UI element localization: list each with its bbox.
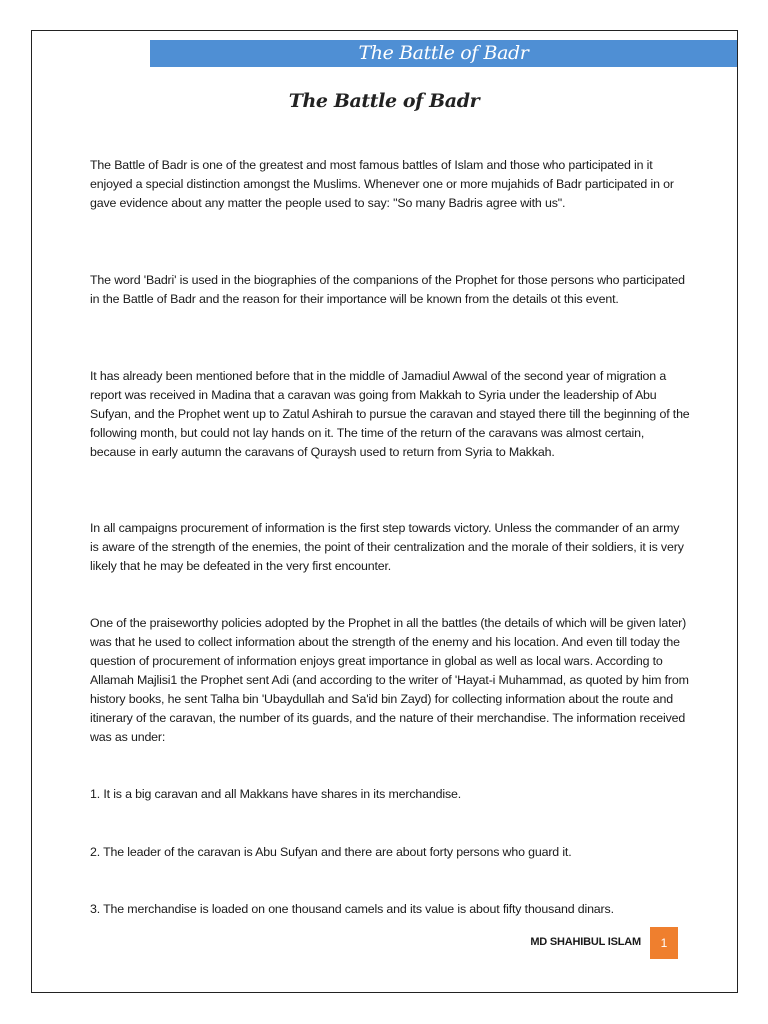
header-band-title: The Battle of Badr — [150, 40, 737, 67]
paragraph-information: In all campaigns procurement of information is the first step towards victory. Unless the commander of an army is aware of the strength of the enemies, the point of their centralization and the morale of their soldiers, it is very likely that he may be defeated in the very first encounter. — [90, 521, 684, 573]
paragraph-intro: The Battle of Badr is one of the greatest and most famous battles of Islam and those who participated in it enjoyed a special distinction amongst the Muslims. Whenever one or more mujahids of Badr participated in or gave evidence about any matter the people used to say: "So many Badris agree with us". — [90, 158, 674, 210]
list-item-3: 3. The merchandise is loaded on one thousand camels and its value is about fifty thousand dinars. — [90, 902, 614, 916]
page-number-badge: 1 — [650, 927, 678, 959]
paragraph-badri: The word 'Badri' is used in the biographies of the companions of the Prophet for those persons who participated in the Battle of Badr and the reason for their importance will be known from the details ot this event. — [90, 273, 685, 306]
document-title: The Battle of Badr — [288, 90, 480, 112]
list-item-1: 1. It is a big caravan and all Makkans have shares in its merchandise. — [90, 787, 462, 801]
list-item-2: 2. The leader of the caravan is Abu Sufyan and there are about forty persons who guard it. — [90, 845, 572, 859]
paragraph-policies: One of the praiseworthy policies adopted by the Prophet in all the battles (the details of which will be given later) was that he used to collect information about the strength of the enemy and his location. And even till today the question of procurement of information enjoys great importance in global as well as local wars. According to Allamah Majlisi1 the Prophet sent Adi (and according to the writer of 'Hayat-i Muhammad, as quoted by him from history books, he sent Talha bin 'Ubaydullah and Sa'id bin Zayd) for collecting information about the route and itinerary of the caravan, the number of its guards, and the nature of their merchandise. The information received was as under: — [90, 616, 689, 744]
footer-author: MD SHAHIBUL ISLAM — [530, 936, 641, 948]
paragraph-caravan-report: It has already been mentioned before that in the middle of Jamadiul Awwal of the second year of migration a report was received in Madina that a caravan was going from Makkah to Syria under the leadership of Abu Sufyan, and the Prophet went up to Zatul Ashirah to pursue the caravan and stayed there till the beginning of the following month, but could not lay hands on it. The time of the return of the caravans was almost certain, because in early autumn the caravans of Quraysh used to return from Syria to Makkah. — [90, 369, 690, 459]
